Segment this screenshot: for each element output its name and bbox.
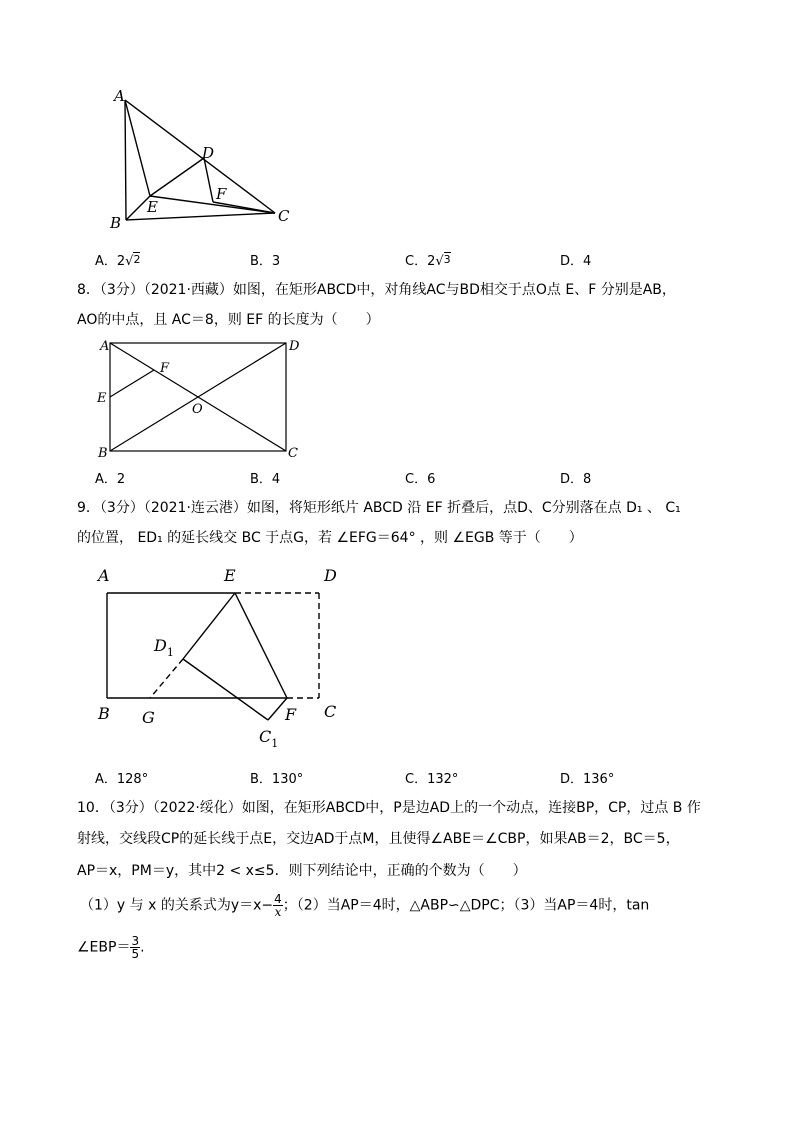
fig9-label-c: C (324, 702, 337, 721)
fig7-label-e: E (147, 198, 158, 216)
q10-line5-part1: ∠EBP＝ (77, 939, 131, 956)
q10-text-line5 (77, 935, 145, 960)
q8-option-b: B．4 (250, 472, 281, 487)
fig7-label-a: A (114, 87, 125, 105)
fig9-label-e: E (224, 566, 236, 585)
fig7-label-f: F (216, 185, 227, 203)
fig8-label-o: O (192, 402, 203, 417)
fig7-label-c: C (278, 207, 290, 225)
q9-option-b: B．130° (250, 772, 304, 787)
fig9-label-c1: $C_1$ (259, 727, 279, 750)
q10-line4-part1: （1）y 与 x 的关系式为y＝x− (80, 897, 274, 914)
q8-text-line2: AO的中点，且 AC＝8，则 EF 的长度为（ ） (77, 312, 380, 328)
fig7-label-d: D (202, 144, 215, 162)
q10-line5-part2: . (140, 939, 145, 956)
q7-option-b: B．3 (250, 254, 281, 269)
fig7-label-b: B (110, 214, 122, 232)
q9-option-d: D．136° (560, 772, 615, 787)
fig8-label-f: F (160, 361, 170, 376)
q10-text-line2: 射线，交线段CP的延长线于点E，交边AD于点M，且使得∠ABE＝∠CBP，如果AB＝2，BC＝5， (77, 831, 680, 847)
q9-text-line2: 的位置， ED₁ 的延长线交 BC 于点G，若 ∠EFG＝64° ，则 ∠EGB 等于（ ） (77, 530, 583, 546)
q7-option-d: D．4 (560, 254, 592, 269)
fig9-label-g: G (142, 708, 155, 727)
q7-option-a: A．2√2 (95, 253, 141, 269)
q7-figure (100, 80, 310, 240)
fig9-label-b: B (98, 704, 110, 723)
fig9-label-f: F (285, 705, 297, 724)
fig8-label-d: D (289, 339, 300, 354)
q9-figure (90, 560, 360, 755)
fig8-label-a: A (100, 339, 110, 354)
fig9-label-d1: $D_1$ (154, 636, 174, 659)
q8-option-c: C．6 (405, 472, 436, 487)
q10-text-line4 (80, 893, 649, 918)
q10-line4-part2: ；（2）当AP＝4时，△ABP∽△DPC；（3）当AP＝4时，tan (282, 897, 650, 914)
q10-text-line1: 10．（3分）（2022·绥化）如图，在矩形ABCD中，P是边AD上的一个动点，连接BP，CP，过点 B 作 (77, 800, 701, 816)
q10-fraction-3-over-5: $\frac{3}{5}$ (131, 934, 140, 961)
q9-text-line1: 9．（3分）（2021·连云港）如图，将矩形纸片 ABCD 沿 EF 折叠后，点D、C分别落在点 D₁ 、 C₁ (77, 500, 681, 516)
fig9-label-d: D (324, 566, 337, 585)
fig8-label-c: C (288, 446, 298, 460)
q8-figure (90, 335, 320, 460)
fig8-label-e: E (97, 391, 107, 406)
q10-text-line3: AP＝x，PM＝y，其中2 < x≤5．则下列结论中，正确的个数为（ ） (77, 863, 527, 879)
fig9-label-a: A (98, 566, 110, 585)
q7-option-c: C．2√3 (405, 253, 451, 269)
q10-fraction-4-over-x: $\frac{4}{x}$ (274, 892, 282, 919)
q9-option-c: C．132° (405, 772, 459, 787)
q9-option-a: A．128° (95, 772, 149, 787)
q8-option-d: D．8 (560, 472, 592, 487)
q8-text-line1: 8．（3分）（2021·西藏）如图，在矩形ABCD中，对角线AC与BD相交于点O点 E、F 分别是AB， (77, 282, 676, 298)
fig8-label-b: B (98, 446, 108, 460)
q8-option-a: A．2 (95, 472, 126, 487)
